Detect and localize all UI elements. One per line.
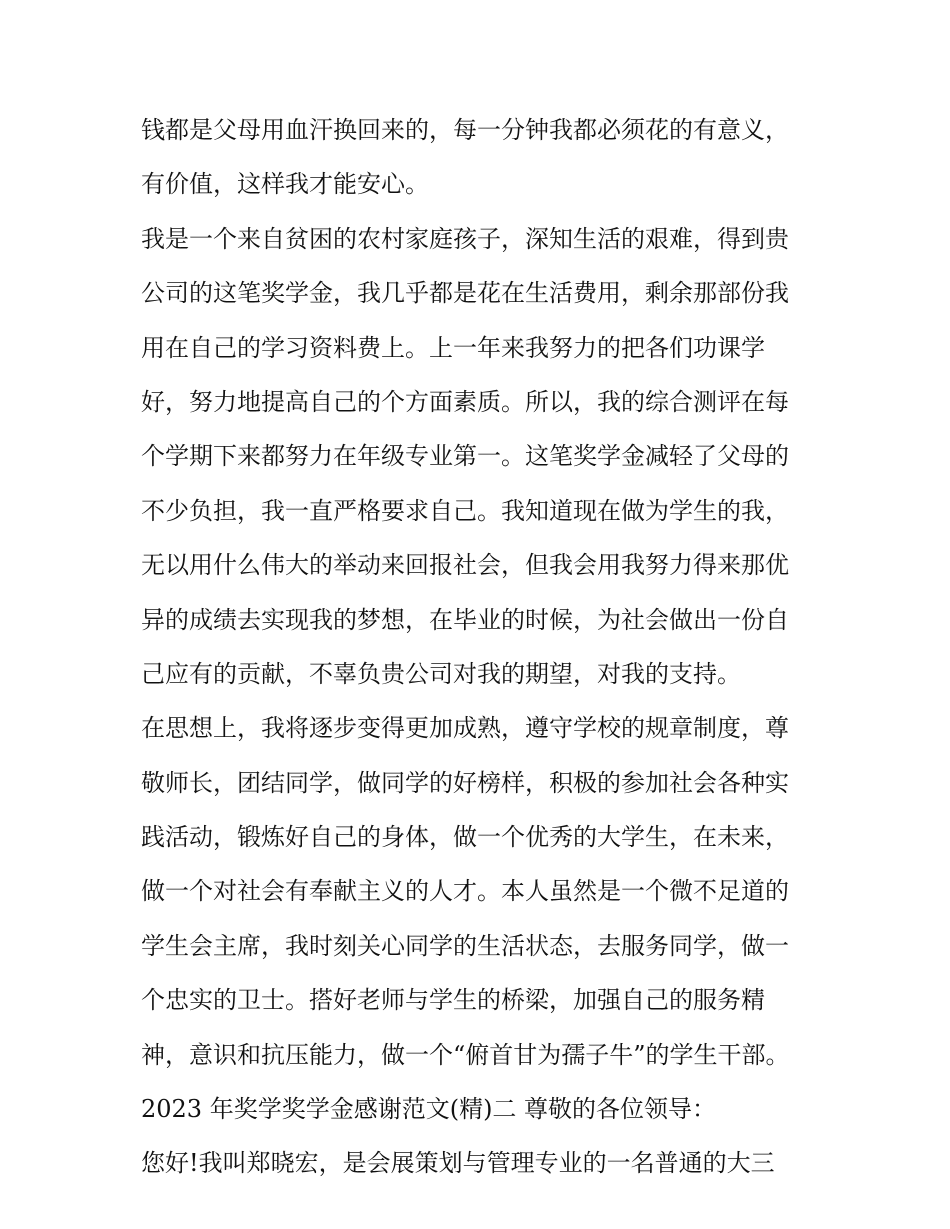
text-line: 用在自己的学习资料费上。上一年来我努力的把各们功课学 xyxy=(141,333,765,362)
text-line: 做一个对社会有奉献主义的人才。本人虽然是一个微不足道的 xyxy=(141,877,789,906)
text-line: 不少负担，我一直严格要求自己。我知道现在做为学生的我， xyxy=(141,496,789,525)
text-line: 践活动，锻炼好自己的身体，做一个优秀的大学生，在未来， xyxy=(141,823,789,852)
text-line: 个学期下来都努力在年级专业第一。这笔奖学金减轻了父母的 xyxy=(141,442,789,471)
text-line: 钱都是父母用血汗换回来的，每一分钟我都必须花的有意义， xyxy=(141,116,789,144)
text-line: 我是一个来自贫困的农村家庭孩子，深知生活的艰难，得到贵 xyxy=(141,224,789,253)
text-line: 好，努力地提高自己的个方面素质。所以，我的综合测评在每 xyxy=(141,387,789,416)
heading-line: 2023 年奖学奖学金感谢范文(精)二 尊敬的各位领导： xyxy=(141,1095,717,1124)
text-line: 学生会主席，我时刻关心同学的生活状态，去服务同学，做一 xyxy=(141,931,789,960)
text-line: 己应有的贡献，不辜负贵公司对我的期望，对我的支持。 xyxy=(141,659,741,688)
text-line: 异的成绩去实现我的梦想，在毕业的时候，为社会做出一份自 xyxy=(141,605,789,634)
text-line: 敬师长，团结同学，做同学的好榜样，积极的参加社会各种实 xyxy=(141,768,789,797)
text-line: 您好!我叫郑晓宏，是会展策划与管理专业的一名普通的大三 xyxy=(141,1149,775,1178)
text-line: 在思想上，我将逐步变得更加成熟，遵守学校的规章制度，尊 xyxy=(141,714,789,743)
text-line: 神，意识和抗压能力，做一个“俯首甘为孺子牛”的学生干部。 xyxy=(141,1040,790,1069)
text-line: 有价值，这样我才能安心。 xyxy=(141,170,429,199)
document-body xyxy=(141,103,821,1191)
text-line: 公司的这笔奖学金，我几乎都是花在生活费用，剩余那部份我 xyxy=(141,279,789,308)
text-line: 无以用什么伟大的举动来回报社会，但我会用我努力得来那优 xyxy=(141,551,789,580)
text-line: 个忠实的卫士。搭好老师与学生的桥梁，加强自己的服务精 xyxy=(141,986,765,1015)
